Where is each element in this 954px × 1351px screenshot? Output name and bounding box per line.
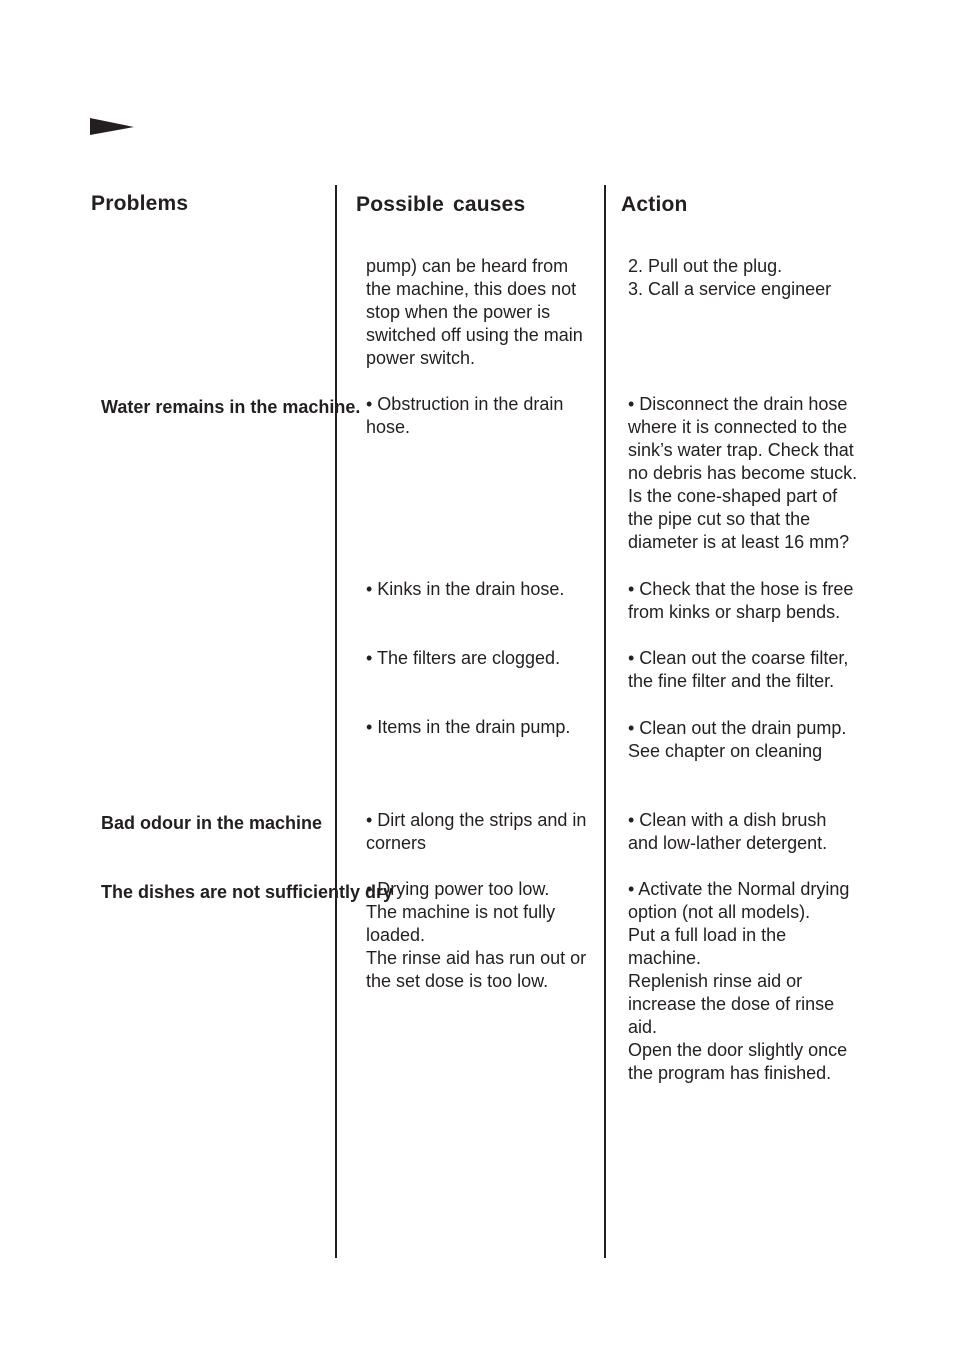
- action-text: • Clean out the coarse filter, the fine filter and the filter.: [628, 648, 849, 691]
- action-text: • Clean out the drain pump. See chapter on cleaning: [628, 718, 847, 761]
- problem-text: The dishes are not sufficiently dry: [101, 882, 394, 902]
- action-text: 2. Pull out the plug. 3. Call a service engineer: [628, 256, 832, 299]
- cause-text: • Dirt along the strips and in corners: [366, 810, 587, 853]
- problem-text: Bad odour in the machine: [101, 813, 323, 833]
- header-problems: Problems: [91, 192, 189, 215]
- cause-text: • Obstruction in the drain hose.: [366, 394, 564, 437]
- header-possible-causes: Possible causes: [356, 193, 526, 216]
- problem-text: Water remains in the machine.: [101, 397, 361, 417]
- cause-text: • Drying power too low. The machine is not fully loaded. The rinse aid has run out or the set dose is too low.: [366, 879, 587, 991]
- column-divider-left: [335, 185, 337, 1258]
- cause-text: • Kinks in the drain hose.: [366, 579, 565, 599]
- action-text: • Activate the Normal drying option (not all models). Put a full load in the machine. Replenish rinse aid or increase the dose of rinse aid. Open the door slightly once the program has finished.: [628, 879, 850, 1083]
- action-text: • Check that the hose is free from kinks or sharp bends.: [628, 579, 854, 622]
- action-text: • Disconnect the drain hose where it is connected to the sink’s water trap. Check that no debris has become stuck. Is the cone-shaped part of the pipe cut so that the diameter is at least 16 mm?: [628, 394, 858, 552]
- cause-text: pump) can be heard from the machine, this does not stop when the power is switched off using the main power switch.: [366, 256, 583, 368]
- header-action: Action: [621, 193, 688, 216]
- cause-text: • The filters are clogged.: [366, 648, 561, 668]
- action-text: • Clean with a dish brush and low-lather detergent.: [628, 810, 828, 853]
- cause-text: • Items in the drain pump.: [366, 717, 571, 737]
- arrow-pointer-icon: [90, 118, 134, 136]
